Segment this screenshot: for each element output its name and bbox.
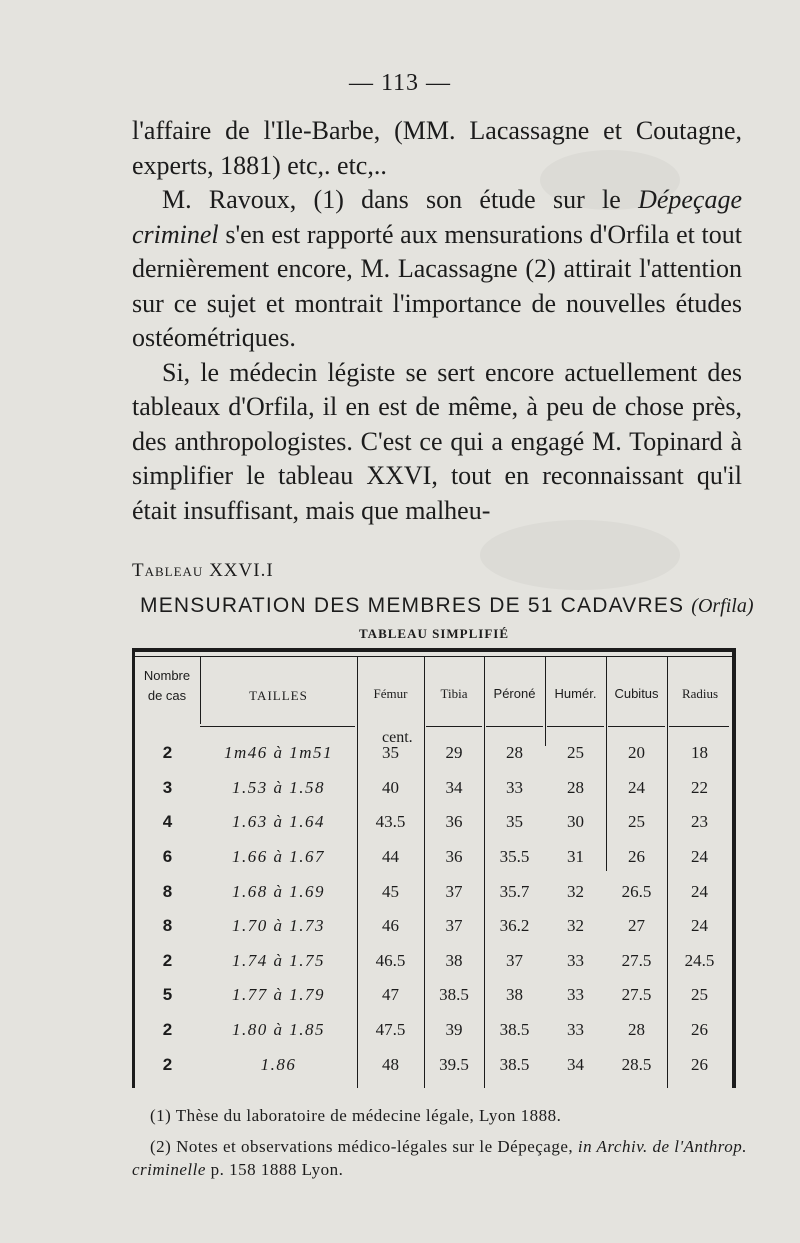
cell-humer: 32 (567, 881, 584, 901)
table-right-rule (732, 648, 736, 1088)
cell-nombre: 3 (162, 777, 173, 797)
header-nombre (135, 666, 199, 706)
header-tailles: TAILLES (249, 688, 308, 703)
header-humer: Humér. (554, 686, 597, 701)
table-title-source: (Orfila) (691, 595, 754, 617)
cell-humer: 33 (567, 950, 584, 970)
footnotes (132, 1104, 772, 1181)
cell-tailles: 1.77 à 1.79 (232, 985, 325, 1005)
header-rule (669, 726, 729, 727)
cell-tailles: 1m46 à 1m51 (223, 743, 334, 763)
header-rule (547, 726, 604, 727)
table-number-label: Tableau (132, 560, 204, 581)
header-radius: Radius (681, 686, 719, 701)
cell-tibia: 37 (445, 881, 463, 901)
cell-tailles: 1.68 à 1.69 (232, 881, 325, 901)
cell-humer: 30 (567, 812, 584, 832)
page-number: — 113 — (348, 70, 452, 96)
cell-tibia: 29 (445, 743, 463, 763)
table-number (132, 560, 274, 582)
table-row (135, 1013, 732, 1048)
cell-radius: 26 (691, 1054, 708, 1074)
cell-perone: 36.2 (499, 916, 530, 936)
header-femur: Fémur (373, 686, 408, 701)
cell-nombre: 2 (162, 1054, 173, 1074)
cell-perone: 33 (506, 777, 523, 797)
cell-cubitus: 28.5 (621, 1054, 652, 1074)
cell-tailles: 1.53 à 1.58 (232, 777, 325, 797)
table-row (135, 736, 732, 771)
cell-nombre: 8 (162, 881, 173, 901)
cell-tailles: 1.66 à 1.67 (232, 847, 325, 867)
header-rule (200, 726, 355, 727)
cell-humer: 33 (567, 985, 584, 1005)
paragraph: Si, le médecin légiste se sert encore actuellement des tableaux d'Orfila, il en est de même, à peu de chose près, des anthropologistes. C'est ce qui a engagé M. Topinard à simplifier le tableau XXVI, tout en reconnaissant qu'il était insuffisant, mais que malheu- (132, 357, 742, 525)
cell-humer: 32 (567, 916, 584, 936)
header-perone: Péroné (493, 686, 536, 701)
cell-femur: 46.5 (375, 950, 406, 970)
cell-tibia: 38.5 (439, 985, 469, 1005)
table-subtitle: TABLEAU SIMPLIFIÉ (358, 626, 510, 641)
cell-tibia: 34 (445, 777, 463, 797)
cell-radius: 23 (691, 812, 708, 832)
table-row (135, 771, 732, 806)
cell-nombre: 5 (162, 985, 173, 1005)
cell-nombre: 2 (162, 1020, 173, 1040)
cell-femur: 45 (382, 881, 399, 901)
cell-radius: 22 (691, 777, 708, 797)
cell-perone: 35.5 (499, 847, 530, 867)
cell-cubitus: 20 (628, 743, 645, 763)
cell-tibia: 39 (445, 1020, 463, 1040)
paragraph: l'affaire de l'Ile-Barbe, (MM. Lacassagne et Coutagne, experts, 1881) etc,. etc,.. (132, 116, 742, 180)
cell-perone: 35.7 (499, 881, 530, 901)
table-row (135, 978, 732, 1013)
cell-radius: 25 (691, 985, 708, 1005)
paragraph (132, 183, 742, 356)
cell-nombre: 4 (162, 812, 173, 832)
footnote-1: (1) Thèse du laboratoire de médecine légale, Lyon 1888. (150, 1106, 562, 1125)
paragraph-text: M. Ravoux, (1) dans son étude sur le (162, 185, 639, 214)
cell-cubitus: 27 (628, 916, 645, 936)
measurement-table (132, 648, 736, 1088)
italic-title: Dépeçage criminel (132, 185, 742, 249)
footnote-2-text: (2) Notes et observations médico-légales sur le Dépeçage, (150, 1137, 578, 1156)
cell-nombre: 8 (162, 916, 173, 936)
paper-stain (480, 520, 680, 590)
table-row (135, 874, 732, 909)
cell-femur: 47.5 (375, 1020, 406, 1040)
cell-tailles: 1.86 (260, 1054, 297, 1074)
header-nombre-line1: Nombre (143, 668, 191, 683)
body-text (132, 114, 742, 528)
cell-perone: 28 (506, 743, 523, 763)
cell-perone: 35 (506, 812, 523, 832)
paragraph-text: s'en est rapporté aux mensurations d'Orfila et tout dernièrement encore, M. Lacassagne (2) attirait l'attention sur ce sujet et montrait l'importance de nouvelles études ostéométriques. (132, 219, 742, 352)
table-row (135, 840, 732, 875)
cell-humer: 25 (567, 743, 584, 763)
header-rule (608, 726, 665, 727)
column-divider (545, 656, 546, 746)
table-number-value: XXVI.I (209, 560, 274, 581)
table-row (135, 805, 732, 840)
cell-humer: 33 (567, 1020, 584, 1040)
header-rule (426, 726, 482, 727)
cell-cubitus: 24 (628, 777, 645, 797)
table-title (140, 594, 754, 618)
cell-tailles: 1.74 à 1.75 (232, 950, 325, 970)
table-title-text: MENSURATION DES MEMBRES DE 51 CADAVRES (140, 594, 685, 617)
cell-radius: 24 (691, 847, 708, 867)
cell-cubitus: 27.5 (621, 985, 652, 1005)
cell-tibia: 38 (445, 950, 463, 970)
footnote-2 (132, 1135, 772, 1181)
cell-femur: 47 (382, 985, 399, 1005)
cell-perone: 37 (506, 950, 523, 970)
cell-tailles: 1.70 à 1.73 (232, 916, 325, 936)
table-row (135, 909, 732, 944)
cell-radius: 18 (691, 743, 708, 763)
header-tibia: Tibia (440, 686, 468, 701)
header-cubitus: Cubitus (614, 686, 659, 701)
cell-nombre: 6 (162, 847, 173, 867)
cell-cubitus: 25 (628, 812, 645, 832)
cell-femur: 35 (382, 743, 399, 763)
table-row (135, 1047, 732, 1082)
cell-radius: 26 (691, 1020, 708, 1040)
cell-perone: 38 (506, 985, 523, 1005)
cell-femur: 46 (382, 916, 399, 936)
cell-cubitus: 26 (628, 847, 645, 867)
cell-tibia: 37 (445, 916, 463, 936)
table-top-rule (132, 648, 736, 652)
cell-humer: 34 (567, 1054, 584, 1074)
cell-perone: 38.5 (499, 1020, 530, 1040)
cell-cubitus: 26.5 (621, 881, 652, 901)
header-rule (486, 726, 543, 727)
cell-tailles: 1.63 à 1.64 (232, 812, 325, 832)
cell-nombre: 2 (162, 950, 173, 970)
cell-radius: 24 (691, 916, 708, 936)
header-nombre-line2: de cas (147, 688, 187, 703)
cell-femur: 48 (382, 1054, 399, 1074)
table-row (135, 944, 732, 979)
cell-femur: 44 (382, 847, 399, 867)
footnote-2-text-end: p. 158 1888 Lyon. (205, 1160, 344, 1179)
cell-tibia: 39.5 (439, 1054, 469, 1074)
cell-radius: 24 (691, 881, 708, 901)
cell-femur: 43.5 (375, 812, 406, 832)
cell-femur: 40 (382, 777, 399, 797)
cell-cubitus: 27.5 (621, 950, 652, 970)
cell-radius: 24.5 (684, 950, 715, 970)
cell-tibia: 36 (445, 812, 463, 832)
cell-humer: 31 (567, 847, 584, 867)
footnote-2-italic: in Archiv. de l'Anthrop. criminelle (132, 1137, 747, 1179)
cell-nombre: 2 (162, 743, 173, 763)
data-table (135, 736, 732, 1082)
cell-perone: 38.5 (499, 1054, 530, 1074)
cell-cubitus: 28 (628, 1020, 645, 1040)
table-top-rule-thin (132, 656, 736, 657)
table-body (135, 736, 732, 1082)
unit-label: cent. (382, 729, 413, 746)
cell-humer: 28 (567, 777, 584, 797)
cell-tailles: 1.80 à 1.85 (232, 1020, 325, 1040)
cell-tibia: 36 (445, 847, 463, 867)
